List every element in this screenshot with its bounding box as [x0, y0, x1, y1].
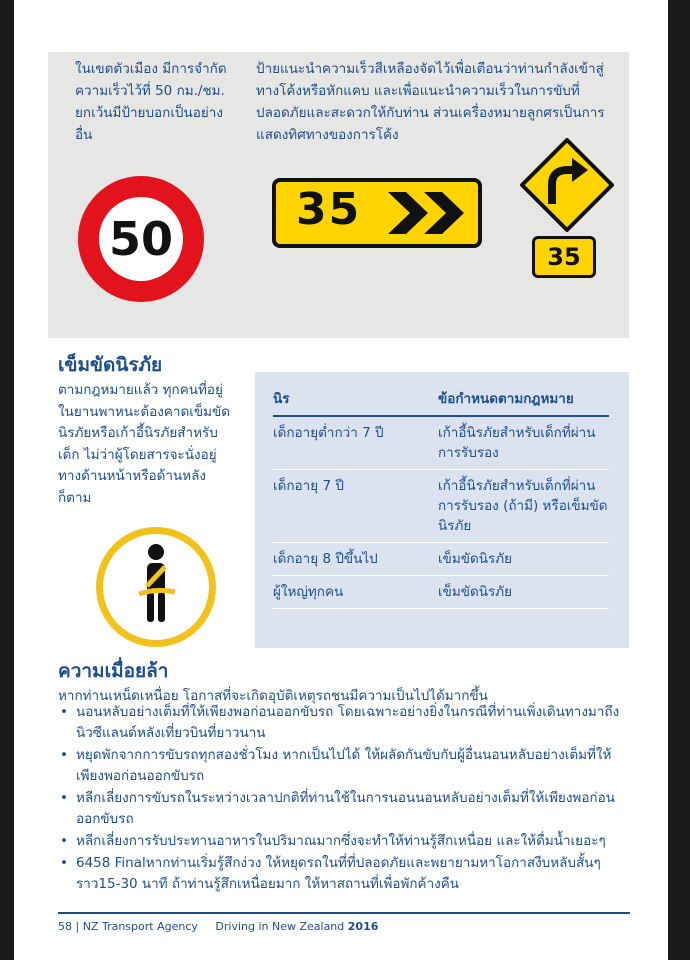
- double-chevron-icon: [384, 190, 474, 236]
- curve-advisory-plate: 35: [532, 236, 596, 278]
- table-cell: เก้าอี้นิรภัยสำหรับเด็กที่ผ่านการรับรอง (ถ้ามี) หรือเข็มขัดนิรภัย: [438, 470, 609, 543]
- footer-spacer: [201, 920, 212, 933]
- column-header: ข้อกำหนดตามกฎหมาย: [438, 384, 609, 416]
- table-cell: เด็กอายุต่ำกว่า 7 ปี: [273, 416, 438, 470]
- list-item: • หยุดพักจากการขับรถทุกสองชั่วโมง หากเป็นไปได้ ให้ผลัดกันขับกับผู้อื่นนอนหลับอย่างเต็มที่ให้เพียงพอก่อนออกขับรถ: [58, 745, 628, 787]
- chevron-sign-value: 35: [296, 184, 362, 235]
- speed-limit-50-sign: [78, 176, 204, 302]
- fatigue-heading: ความเมื่อยล้า: [58, 660, 169, 682]
- urban-speed-limit-text: ในเขตตัวเมือง มีการจำกัดความเร็วไว้ที่ 50 กม./ชม. ยกเว้นมีป้ายบอกเป็นอย่างอื่น: [75, 61, 227, 143]
- table-row: [273, 470, 609, 543]
- seatbelt-icon: [96, 527, 216, 647]
- seated-person-icon: [103, 534, 209, 640]
- page-footer: [58, 920, 378, 933]
- footer-separator: |: [75, 920, 83, 933]
- footer-year: 2016: [347, 920, 379, 933]
- table-cell: เข็มขัดนิรภัย: [438, 576, 609, 609]
- table-cell: ผู้ใหญ่ทุกคน: [273, 576, 438, 609]
- list-item: • นอนหลับอย่างเต็มที่ให้เพียงพอก่อนออกขับรถ โดยเฉพาะอย่างยิ่งในกรณีที่ท่านเพิ่งเดินทางมาถึงนิวซีแลนด์หลังเที่ยวบินที่ยาวนาน: [58, 702, 628, 744]
- table-row: [273, 543, 609, 576]
- footer-book-title: Driving in New Zealand: [215, 920, 345, 933]
- list-item: • 6458 Finalหากท่านเริ่มรู้สึกง่วง ให้หยุดรถในที่ที่ปลอดภัยและพยายามหาโอกาสงีบหลับสั้นๆ ราว15-30 นาที ถ้าท่านรู้สึกเหนื่อยมาก ให้หาสถานที่เพื่อพักค้างคืน: [58, 853, 628, 895]
- column-header: นิร: [273, 384, 438, 416]
- table-cell: เด็กอายุ 7 ปี: [273, 470, 438, 543]
- seatbelt-text: ตามกฎหมายแล้ว ทุกคนที่อยู่ในยานพาหนะต้องคาดเข็มขัดนิรภัยหรือเก้าอี้นิรภัยสำหรับเด็ก ไม่ว่าผู้โดยสารจะนั่งอยู่ทางด้านหน้าหรือด้านหลังก็ตาม: [58, 382, 230, 506]
- speed-limit-value: 50: [99, 197, 183, 281]
- table-cell: เก้าอี้นิรภัยสำหรับเด็กที่ผ่านการรับรอง: [438, 416, 609, 470]
- footer-divider: [58, 912, 630, 914]
- footer-agency: NZ Transport Agency: [82, 920, 198, 933]
- table-header-row: [273, 384, 609, 416]
- fatigue-intro: หากท่านเหน็ดเหนื่อย โอกาสที่จะเกิดอุบัติเหตุรถชนมีความเป็นไปได้มากขึ้น: [58, 688, 488, 704]
- list-item: • หลีกเลี่ยงการขับรถในระหว่างเวลาปกติที่ท่านใช้ในการนอนนอนหลับอย่างเต็มที่ให้เพียงพอก่อนออกขับรถ: [58, 788, 628, 830]
- fatigue-list: [58, 702, 628, 896]
- chevron-advisory-sign: [272, 178, 482, 248]
- advisory-speed-text: ป้ายแนะนำความเร็วสีเหลืองจัดไว้เพื่อเตือนว่าท่านกำลังเข้าสู่ทางโค้งหรือหักแคบ และเพื่อแนะนำความเร็วในการขับที่ปลอดภัยและสะดวกให้กับท่าน ส่วนเครื่องหมายลูกศรเป็นการแสดงทิศทางของการโค้ง: [256, 61, 605, 143]
- page-number: 58: [58, 920, 72, 933]
- table-cell: เด็กอายุ 8 ปีขึ้นไป: [273, 543, 438, 576]
- table-cell: เข็มขัดนิรภัย: [438, 543, 609, 576]
- table-row: [273, 576, 609, 609]
- seatbelt-heading: เข็มขัดนิรภัย: [58, 354, 163, 376]
- list-item: • หลีกเลี่ยงการรับประทานอาหารในปริมาณมากซึ่งจะทำให้ท่านรู้สึกเหนื่อย และให้ดื่มน้ำเยอะๆ: [58, 831, 628, 852]
- curve-warning-sign: [520, 138, 614, 232]
- table-row: [273, 416, 609, 470]
- seatbelt-requirements-table: [273, 384, 609, 609]
